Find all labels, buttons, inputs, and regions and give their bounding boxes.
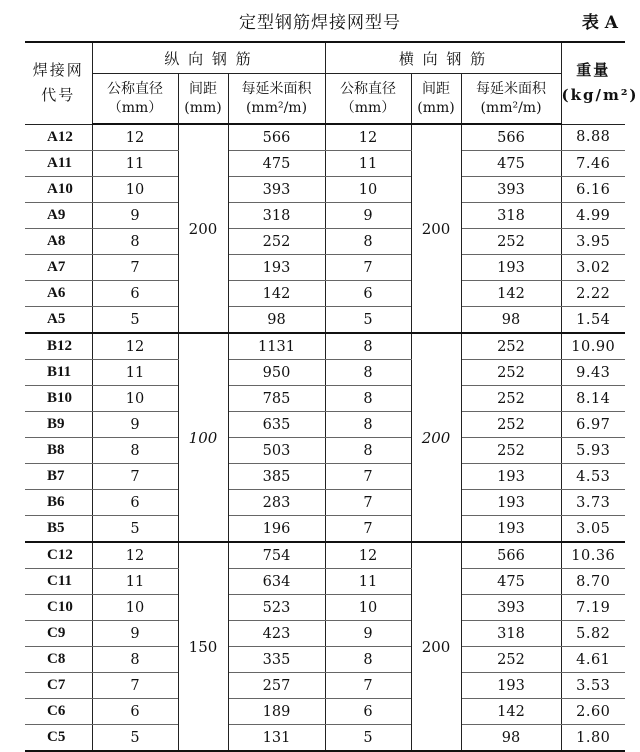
trans-spacing-cell: 200 [411,542,461,751]
mesh-code-cell: C6 [25,699,92,725]
trans-area-cell: 193 [461,673,561,699]
mesh-code-cell: C5 [25,725,92,752]
weight-cell: 3.02 [561,255,625,281]
header-longitudinal: 纵 向 钢 筋 [92,42,325,74]
header-long-diameter: 公称直径 （mm） [92,74,178,125]
mesh-code-cell: C12 [25,542,92,569]
long-area-cell: 131 [228,725,325,752]
trans-diameter-cell: 10 [325,177,411,203]
table-row [25,647,625,673]
long-area-cell: 950 [228,360,325,386]
header-weight-line1: 重量 [576,61,611,80]
weight-cell: 4.53 [561,464,625,490]
long-diameter-cell: 10 [92,595,178,621]
long-area-cell: 196 [228,516,325,543]
trans-diameter-cell: 8 [325,386,411,412]
long-area-cell: 1131 [228,333,325,360]
long-area-cell: 189 [228,699,325,725]
trans-diameter-cell: 12 [325,124,411,151]
trans-diameter-cell: 7 [325,464,411,490]
table-tag: 表 A [581,13,618,33]
weight-cell: 4.61 [561,647,625,673]
header-long-spacing: 间距 (mm) [178,74,228,125]
long-diameter-cell: 5 [92,516,178,543]
table-row [25,673,625,699]
header-transverse: 横 向 钢 筋 [325,42,561,74]
long-diameter-cell: 10 [92,177,178,203]
long-diameter-cell: 8 [92,438,178,464]
trans-diameter-cell: 7 [325,516,411,543]
mesh-code-cell: A10 [25,177,92,203]
weight-cell: 2.22 [561,281,625,307]
weight-cell: 8.70 [561,569,625,595]
table-row [25,151,625,177]
table-row [25,360,625,386]
mesh-code-cell: A5 [25,307,92,334]
header-mesh-code-line1: 焊接网 [32,61,84,80]
long-spacing-cell: 200 [178,124,228,333]
trans-area-cell: 252 [461,360,561,386]
mesh-code-cell: A9 [25,203,92,229]
trans-area-cell: 98 [461,725,561,752]
mesh-code-cell: B11 [25,360,92,386]
table-header [25,42,639,124]
trans-area-cell: 193 [461,255,561,281]
trans-diameter-cell: 12 [325,542,411,569]
trans-area-cell: 252 [461,229,561,255]
trans-area-cell: 252 [461,333,561,360]
trans-area-cell: 193 [461,464,561,490]
table-row [25,307,625,334]
long-area-cell: 523 [228,595,325,621]
trans-diameter-cell: 8 [325,333,411,360]
long-area-cell: 193 [228,255,325,281]
weight-cell: 7.19 [561,595,625,621]
long-area-cell: 142 [228,281,325,307]
mesh-code-cell: B12 [25,333,92,360]
long-diameter-cell: 7 [92,464,178,490]
trans-diameter-cell: 9 [325,203,411,229]
long-area-cell: 566 [228,124,325,151]
weight-cell: 4.99 [561,203,625,229]
long-diameter-cell: 11 [92,151,178,177]
long-diameter-cell: 5 [92,725,178,752]
long-area-cell: 785 [228,386,325,412]
mesh-code-cell: A7 [25,255,92,281]
table-row [25,255,625,281]
long-spacing-cell: 100 [178,333,228,542]
trans-diameter-cell: 5 [325,725,411,752]
weight-cell: 6.16 [561,177,625,203]
long-diameter-cell: 12 [92,333,178,360]
long-diameter-cell: 9 [92,203,178,229]
trans-area-cell: 475 [461,151,561,177]
page-title: 定型钢筋焊接网型号 [239,13,401,33]
table-row [25,124,625,151]
trans-area-cell: 252 [461,386,561,412]
mesh-code-cell: C11 [25,569,92,595]
long-area-cell: 98 [228,307,325,334]
table-row [25,699,625,725]
table-row [25,569,625,595]
trans-diameter-cell: 7 [325,490,411,516]
long-area-cell: 503 [228,438,325,464]
long-diameter-cell: 6 [92,699,178,725]
weight-cell: 3.73 [561,490,625,516]
trans-area-cell: 566 [461,124,561,151]
mesh-code-cell: C8 [25,647,92,673]
long-area-cell: 252 [228,229,325,255]
trans-area-cell: 193 [461,516,561,543]
trans-area-cell: 98 [461,307,561,334]
trans-area-cell: 142 [461,699,561,725]
long-diameter-cell: 6 [92,490,178,516]
table-row [25,464,625,490]
long-diameter-cell: 11 [92,360,178,386]
table-row [25,516,625,543]
mesh-code-cell: C9 [25,621,92,647]
trans-diameter-cell: 7 [325,255,411,281]
trans-area-cell: 318 [461,203,561,229]
long-area-cell: 385 [228,464,325,490]
trans-diameter-cell: 6 [325,699,411,725]
trans-diameter-cell: 6 [325,281,411,307]
long-area-cell: 634 [228,569,325,595]
header-trans-spacing: 间距 (mm) [411,74,461,125]
table-row [25,333,625,360]
trans-spacing-cell: 200 [411,124,461,333]
weight-cell: 5.82 [561,621,625,647]
long-diameter-cell: 11 [92,569,178,595]
weight-cell: 1.54 [561,307,625,334]
long-area-cell: 423 [228,621,325,647]
header-weight-line2: (kg/m²) [561,86,639,105]
long-diameter-cell: 12 [92,542,178,569]
long-area-cell: 475 [228,151,325,177]
weight-cell: 6.97 [561,412,625,438]
trans-diameter-cell: 7 [325,673,411,699]
mesh-code-cell: C10 [25,595,92,621]
weight-cell: 3.05 [561,516,625,543]
long-spacing-cell: 150 [178,542,228,751]
header-weight [561,42,639,124]
table-row [25,490,625,516]
trans-area-cell: 393 [461,177,561,203]
long-diameter-cell: 7 [92,673,178,699]
trans-area-cell: 252 [461,438,561,464]
mesh-code-cell: B5 [25,516,92,543]
mesh-code-cell: A6 [25,281,92,307]
trans-area-cell: 193 [461,490,561,516]
mesh-code-cell: A8 [25,229,92,255]
long-area-cell: 318 [228,203,325,229]
long-diameter-cell: 6 [92,281,178,307]
header-long-area: 每延米面积 (mm²/m) [228,74,325,125]
trans-area-cell: 252 [461,647,561,673]
long-area-cell: 754 [228,542,325,569]
weight-cell: 1.80 [561,725,625,752]
mesh-spec-table [25,41,639,752]
table-row [25,281,625,307]
mesh-code-cell: A12 [25,124,92,151]
long-diameter-cell: 5 [92,307,178,334]
weight-cell: 7.46 [561,151,625,177]
mesh-code-cell: B7 [25,464,92,490]
table-row [25,621,625,647]
mesh-code-cell: B9 [25,412,92,438]
title-bar [0,6,640,34]
long-diameter-cell: 8 [92,229,178,255]
trans-diameter-cell: 5 [325,307,411,334]
trans-diameter-cell: 8 [325,438,411,464]
long-area-cell: 635 [228,412,325,438]
trans-spacing-cell: 200 [411,333,461,542]
long-diameter-cell: 7 [92,255,178,281]
table-row [25,386,625,412]
trans-diameter-cell: 11 [325,569,411,595]
long-diameter-cell: 9 [92,621,178,647]
trans-area-cell: 393 [461,595,561,621]
trans-diameter-cell: 8 [325,229,411,255]
long-diameter-cell: 10 [92,386,178,412]
weight-cell: 5.93 [561,438,625,464]
header-trans-diameter: 公称直径 （mm） [325,74,411,125]
long-diameter-cell: 9 [92,412,178,438]
header-mesh-code-line2: 代号 [41,86,76,105]
weight-cell: 10.90 [561,333,625,360]
table-row [25,177,625,203]
long-area-cell: 283 [228,490,325,516]
long-diameter-cell: 8 [92,647,178,673]
weight-cell: 3.95 [561,229,625,255]
weight-cell: 10.36 [561,542,625,569]
weight-cell: 2.60 [561,699,625,725]
header-mesh-code [25,42,92,124]
weight-cell: 9.43 [561,360,625,386]
trans-diameter-cell: 11 [325,151,411,177]
long-area-cell: 335 [228,647,325,673]
trans-diameter-cell: 10 [325,595,411,621]
table-row [25,203,625,229]
trans-area-cell: 252 [461,412,561,438]
trans-area-cell: 318 [461,621,561,647]
trans-area-cell: 142 [461,281,561,307]
weight-cell: 8.88 [561,124,625,151]
mesh-code-cell: B10 [25,386,92,412]
header-trans-area: 每延米面积 (mm²/m) [461,74,561,125]
weight-cell: 8.14 [561,386,625,412]
mesh-code-cell: B6 [25,490,92,516]
table-row [25,542,625,569]
weight-cell: 3.53 [561,673,625,699]
long-diameter-cell: 12 [92,124,178,151]
table-row [25,595,625,621]
trans-diameter-cell: 9 [325,621,411,647]
table-row [25,438,625,464]
trans-diameter-cell: 8 [325,360,411,386]
trans-area-cell: 566 [461,542,561,569]
table-body [25,124,625,751]
trans-area-cell: 475 [461,569,561,595]
trans-diameter-cell: 8 [325,412,411,438]
mesh-code-cell: B8 [25,438,92,464]
table-row [25,412,625,438]
long-area-cell: 257 [228,673,325,699]
table-row [25,229,625,255]
mesh-code-cell: C7 [25,673,92,699]
long-area-cell: 393 [228,177,325,203]
trans-diameter-cell: 8 [325,647,411,673]
mesh-code-cell: A11 [25,151,92,177]
